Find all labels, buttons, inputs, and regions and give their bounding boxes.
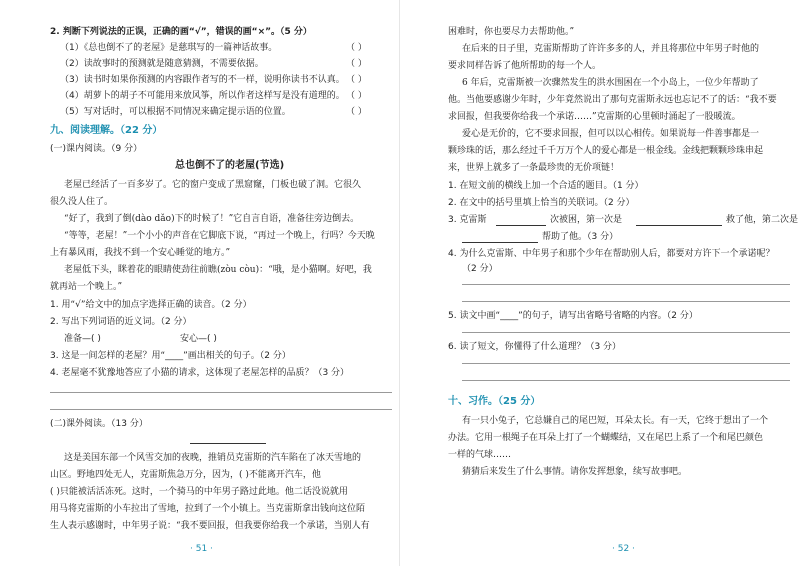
passage-1-line-6: 老屋低下头，眯着花的眼睛使劲往前瞧(zòu còu)：“哦，是小猫啊。好吧，我 [64,265,372,275]
writing-line-4: 猜猜后来发生了什么事情。请你发挥想象，续写故事吧。 [462,467,688,477]
passage-2-line-5: 生人表示感谢时，中年男子说：“我不要回报，但我要你给我一个承诺，当别人有 [50,521,370,531]
part-2-title: (二)课外阅读。（13 分） [50,419,148,429]
judge-item-3: （3）读书时如果你预测的内容跟作者写的不一样，说明你读书不认真。 [60,75,345,85]
title-blank-line[interactable] [190,443,266,444]
answer-line-r5[interactable] [462,332,790,333]
q2-title: 2. 判断下列说法的正误，正确的画“√”，错误的画“×”。（5 分） [50,27,312,37]
passage-1-title: 总也倒不了的老屋(节选) [175,160,285,171]
judge-answer-4[interactable]: （ ） [346,91,367,101]
answer-line-r6-b[interactable] [462,380,790,381]
page-number-51: · 51 · [190,544,213,554]
passage-2-cont-line-9: 来，世界上就多了一条最珍贵的无价项链！ [448,163,620,173]
answer-line-q4-a[interactable] [50,392,392,393]
writing-line-2: 办法。它用一根绳子在耳朵上打了一个蝴蝶结，又在尾巴上系了一个和尾巴颜色 [448,433,764,443]
judge-item-2: （2）读故事时的预测就是随意猜测，不需要依据。 [60,59,264,69]
writing-line-1: 有一只小兔子，它总嫌自己的尾巴短，耳朵太长。有一天，它终于想出了一个 [462,416,769,426]
passage-1-line-4: “等等，老屋！”一个小小的声音在它脚底下说，“再过一个晚上，行吗？今天晚 [64,231,375,241]
passage-2-line-4: 用马将克雷斯的小车拉出了雪地，拉到了一个小镇上。当克雷斯拿出钱向这位陌 [50,504,366,514]
r-question-3-d: 帮助了他。（3 分） [542,232,619,242]
r-question-5: 5. 读文中画“____”的句子，请写出省略号省略的内容。（2 分） [448,311,698,321]
right-page [400,0,800,566]
passage-2-cont-line-4: 6 年后，克雷斯被一次骤然发生的洪水围困在一个小岛上，一位少年帮助了 [462,78,759,88]
judge-item-5: （5）写对话时，可以根据不同情况来确定提示语的位置。 [60,107,291,117]
passage-1-line-1: 老屋已经活了一百多岁了。它的窗户变成了黑窟窿，门板也破了洞。它很久 [64,180,362,190]
question-1: 1. 用“√”给文中的加点字选择正确的读音。（2 分） [50,300,252,310]
question-4: 4. 老屋毫不犹豫地答应了小猫的请求，这体现了老屋怎样的品质？（3 分） [50,368,350,378]
passage-2-cont-line-5: 他。当他要感谢少年时，少年竟然说出了那句克雷斯永远也忘记不了的话：“我不要 [448,95,777,105]
passage-2-line-3: ( )只能被活活冻死。这时，一个骑马的中年男子路过此地。他二话没说就用 [50,487,348,497]
answer-line-r4-b[interactable] [462,301,790,302]
passage-2-cont-line-7: 爱心是无价的，它不要求回报，但可以以心相传。如果说每一件善事都是一 [462,129,760,139]
r-question-3-c: 救了他，第二次是 [726,215,799,225]
question-2: 2. 写出下列词语的近义词。（2 分） [50,317,192,327]
passage-2-cont-line-1: 困难时，你也要尽力去帮助他。” [448,27,575,37]
question-3: 3. 这是一间怎样的老屋？用“____”画出相关的句子。（2 分） [50,351,291,361]
answer-line-r6-a[interactable] [462,363,790,364]
synonym-blank-1[interactable]: 准备—( ) [64,334,101,344]
judge-answer-3[interactable]: （ ） [346,75,367,85]
section-9-title: 九、阅读理解。（22 分） [50,125,163,136]
r-question-3-a: 3. 克雷斯 [448,215,487,225]
r-question-2: 2. 在文中的括号里填上恰当的关联词。（2 分） [448,198,635,208]
passage-2-cont-line-3: 要求同样告诉了他所帮助的每一个人。 [448,61,602,71]
judge-answer-1[interactable]: （ ） [346,43,367,53]
r-question-1: 1. 在短文前的横线上加一个合适的题目。（1 分） [448,181,644,191]
passage-1-line-5: 上有暴风雨，我找不到一个安心睡觉的地方。” [50,248,231,258]
r-question-4-score: （2 分） [462,264,498,274]
blank-second-helper[interactable] [462,242,538,243]
r-question-4: 4. 为什么克雷斯、中年男子和那个少年在帮助别人后，都要对方许下一个承诺呢？ [448,249,775,259]
passage-2-cont-line-8: 颗珍珠的话，那么经过千千万万个人的爱心都是一根金线。金线把颗颗珍珠串起 [448,146,764,156]
synonym-blank-2[interactable]: 安心—( ) [180,334,217,344]
judge-answer-2[interactable]: （ ） [346,59,367,69]
passage-1-line-7: 就再站一个晚上。” [50,282,123,292]
judge-answer-5[interactable]: （ ） [346,107,367,117]
page-number-52: · 52 · [612,544,635,554]
blank-times[interactable] [496,225,546,226]
part-1-title: (一)课内阅读。（9 分） [50,144,143,154]
answer-line-r4-a[interactable] [462,284,790,285]
passage-2-line-2: 山区。野地四处无人，克雷斯焦急万分，因为，( )不能离开汽车，他 [50,470,321,480]
r-question-3-b: 次被困，第一次是 [550,215,623,225]
section-10-title: 十、习作。（25 分） [448,396,541,407]
passage-2-cont-line-6: 求回报，但我要你给我一个承诺……”克雷斯的心里顿时涌起了一股暖流。 [448,112,741,122]
judge-item-4: （4）胡萝卜的胡子不可能用来放风筝，所以作者这样写是没有道理的。 [60,91,345,101]
judge-item-1: （1）《总也倒不了的老屋》是慈琪写的一篇神话故事。 [60,43,278,53]
passage-1-line-2: 很久没人住了。 [50,197,114,207]
passage-2-line-1: 这是美国东部一个风雪交加的夜晚，推销员克雷斯的汽车陷在了冰天雪地的 [64,453,362,463]
answer-line-q4-b[interactable] [50,409,392,410]
passage-2-cont-line-2: 在后来的日子里，克雷斯帮助了许许多多的人，并且将那位中年男子时他的 [462,44,760,54]
passage-1-line-3: “好了，我到了倒(dào dǎo)下的时候了！”它自言自语，准备往旁边倒去。 [64,214,360,224]
blank-first-helper[interactable] [636,225,722,226]
writing-line-3: 一样的气球…… [448,450,512,460]
r-question-6: 6. 读了短文，你懂得了什么道理？（3 分） [448,342,622,352]
